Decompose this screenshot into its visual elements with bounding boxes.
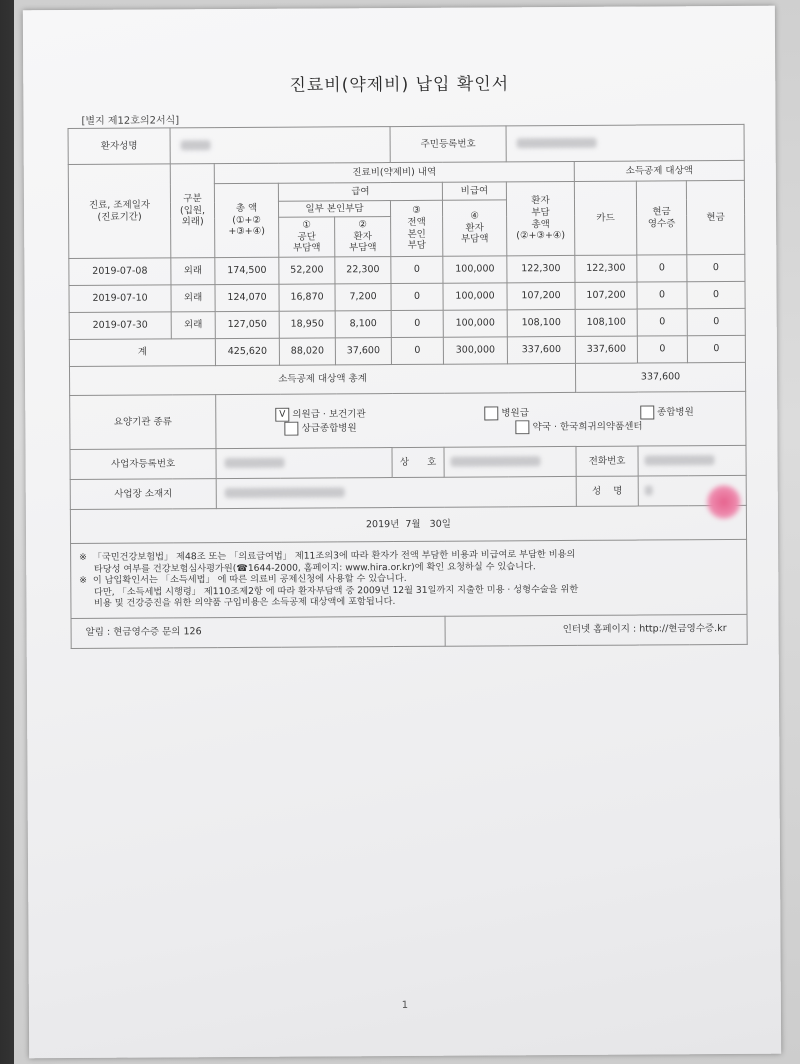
sum-noncovered: 300,000: [443, 337, 507, 364]
sum-card: 337,600: [575, 336, 637, 363]
institution-row: [70, 391, 746, 449]
notes: [71, 539, 747, 618]
header-covered: 급여: [278, 182, 442, 201]
footer-left: 알림 : 현금영수증 문의 126: [71, 616, 445, 648]
header-noncovered-group: 비급여: [442, 182, 506, 200]
note-line: 비용 및 건강증진을 위한 의약품 구입비용은 소득공제 대상액에 포함됩니다.: [79, 596, 396, 609]
row-insurer: 16,870: [279, 284, 335, 311]
row-cash-receipt: 0: [637, 309, 687, 336]
footer-row: [71, 614, 747, 648]
redacted-sign: [645, 486, 653, 496]
deduction-total-label: 소득공제 대상액 총계: [69, 363, 575, 395]
business-reg-value: [216, 448, 392, 479]
sum-label: 계: [69, 339, 215, 367]
row-full-self: 0: [391, 256, 443, 283]
row-patient: 7,200: [335, 284, 391, 311]
header-patient-total: 환자 부담 총액 (②+③+④): [506, 181, 574, 255]
row-cash: 0: [687, 308, 745, 335]
seal-stamp: [706, 484, 742, 520]
row-cash: 0: [687, 281, 745, 308]
sum-total: 425,620: [215, 338, 279, 365]
redacted-business: [451, 456, 541, 467]
row-insurer: 52,200: [279, 257, 335, 284]
option-hospital: 병원급: [501, 407, 529, 419]
deduction-total-value: 337,600: [575, 362, 745, 392]
address-row: [70, 475, 746, 509]
header-noncovered: ④ 환자 부담액: [442, 200, 506, 256]
document-title: 진료비(약제비) 납입 확인서: [289, 74, 510, 96]
row-card: 122,300: [575, 255, 637, 282]
row-patient-total: 108,100: [507, 309, 575, 336]
patient-row: [68, 124, 744, 164]
row-full-self: 0: [391, 283, 443, 310]
notes-row: [71, 539, 747, 618]
redacted-phone: [645, 455, 715, 465]
note-line: ※ 이 납입확인서는 「소득세법」 에 따른 의료비 공제신청에 사용할 수 있습니다.: [79, 572, 407, 586]
row-type: 외래: [171, 285, 215, 312]
header-insurer: ① 공단 부담액: [279, 217, 335, 257]
row-date: 2019-07-30: [69, 312, 171, 340]
page-number: 1: [401, 999, 409, 1012]
receipt-table: [68, 124, 748, 649]
header-breakdown: 진료비(약제비) 내역: [214, 161, 574, 183]
row-total: 174,500: [215, 257, 279, 284]
business-row: [70, 445, 746, 479]
sum-cash: 0: [687, 335, 745, 362]
row-cash-receipt: 0: [637, 255, 687, 282]
option-tertiary-hospital: 상급종합병원: [301, 422, 357, 434]
row-cash: 0: [687, 254, 745, 281]
redacted-rrn: [517, 138, 597, 148]
row-total: 127,050: [215, 311, 279, 338]
checkbox-hospital[interactable]: [484, 406, 498, 420]
address-label: 사업장 소재지: [70, 479, 216, 510]
phone-value: [638, 445, 746, 476]
deduction-total-row: [69, 362, 745, 395]
header-cash: 현금: [686, 180, 744, 254]
row-full-self: 0: [391, 310, 443, 337]
checkbox-pharmacy[interactable]: [516, 420, 530, 434]
table-row: [69, 308, 745, 339]
sum-patient: 37,600: [335, 338, 391, 365]
row-patient-total: 107,200: [507, 282, 575, 309]
row-insurer: 18,950: [279, 311, 335, 338]
header-cash-receipt: 현금 영수증: [636, 181, 686, 255]
institution-label: 요양기관 종류: [70, 395, 216, 450]
patient-name-label: 환자성명: [68, 128, 170, 165]
sum-full-self: 0: [391, 337, 443, 364]
sum-cash-receipt: 0: [637, 336, 687, 363]
header-card: 카드: [574, 181, 636, 255]
row-total: 124,070: [215, 284, 279, 311]
redacted-name: [181, 140, 211, 150]
header-full-self: ③ 전액 본인 부담: [390, 200, 442, 256]
patient-name-value: [170, 127, 390, 164]
option-clinic: 의원급 · 보건기관: [292, 408, 366, 420]
redacted-reg: [225, 458, 285, 468]
checkbox-general-hospital[interactable]: [640, 405, 654, 419]
note-line: 다만, 「소득세법 시행령」 제110조제2항 에 따라 환자부담액 중 2009년 12월 31일까지 지출한 미용 · 성형수술을 위한: [79, 583, 579, 598]
row-patient-total: 122,300: [507, 255, 575, 282]
note-line: 타당성 여부를 건강보험심사평가원(☎1644-2000, 홈페이지: www.hira.or.kr)에 확인 요청하실 수 있습니다.: [79, 560, 536, 575]
header-total: 총 액 (①+② +③+④): [214, 183, 278, 257]
header-patient-share: ② 환자 부담액: [335, 217, 391, 257]
option-pharmacy: 약국 · 한국희귀의약품센터: [532, 420, 643, 433]
table-row: [69, 254, 745, 285]
date-row: [70, 505, 746, 543]
row-type: 외래: [171, 312, 215, 339]
table-row: [69, 281, 745, 312]
row-patient: 8,100: [335, 311, 391, 338]
row-date: 2019-07-10: [69, 285, 171, 313]
form-id: [별지 제12호의2서식]: [81, 115, 180, 127]
sum-row: [69, 335, 745, 366]
row-type: 외래: [171, 258, 215, 285]
row-noncovered: 100,000: [443, 310, 507, 337]
row-card: 107,200: [575, 282, 637, 309]
institution-options: [216, 391, 746, 448]
checkbox-tertiary-hospital[interactable]: [285, 421, 299, 435]
row-noncovered: 100,000: [443, 283, 507, 310]
sum-insurer: 88,020: [279, 338, 335, 365]
rrn-value: [506, 124, 744, 161]
sum-patient-total: 337,600: [507, 336, 575, 363]
header-deduction: 소득공제 대상액: [574, 160, 744, 181]
header-type: 구분 (입원, 외래): [170, 164, 215, 258]
row-patient: 22,300: [335, 257, 391, 284]
business-reg-label: 사업자등록번호: [70, 449, 216, 480]
option-general-hospital: 종합병원: [656, 406, 694, 418]
business-name-label: 상 호: [392, 447, 444, 477]
row-card: 108,100: [575, 309, 637, 336]
row-date: 2019-07-08: [69, 258, 171, 286]
header-partial: 일부 본인부담: [278, 201, 390, 218]
header-date: 진료, 조제일자 (진료기간): [68, 164, 171, 259]
business-name-value: [444, 446, 576, 477]
phone-label: 전화번호: [576, 446, 638, 476]
checkbox-clinic[interactable]: V: [275, 407, 289, 421]
footer-right: 인터넷 홈페이지 : http://현금영수증.kr: [445, 614, 747, 646]
sign-label: 성 명: [576, 476, 638, 506]
address-value: [216, 476, 576, 508]
row-noncovered: 100,000: [443, 256, 507, 283]
row-cash-receipt: 0: [637, 282, 687, 309]
redacted-address: [225, 487, 345, 498]
document-page: [23, 6, 781, 1059]
note-line: ※ 「국민건강보험법」 제48조 또는 「의료급여법」 제11조의3에 따라 환자가 전액 부담한 비용과 비급여로 부담한 비용의: [79, 548, 576, 563]
rrn-label: 주민등록번호: [390, 126, 506, 163]
issue-date: 2019년 7월 30일: [70, 505, 746, 543]
